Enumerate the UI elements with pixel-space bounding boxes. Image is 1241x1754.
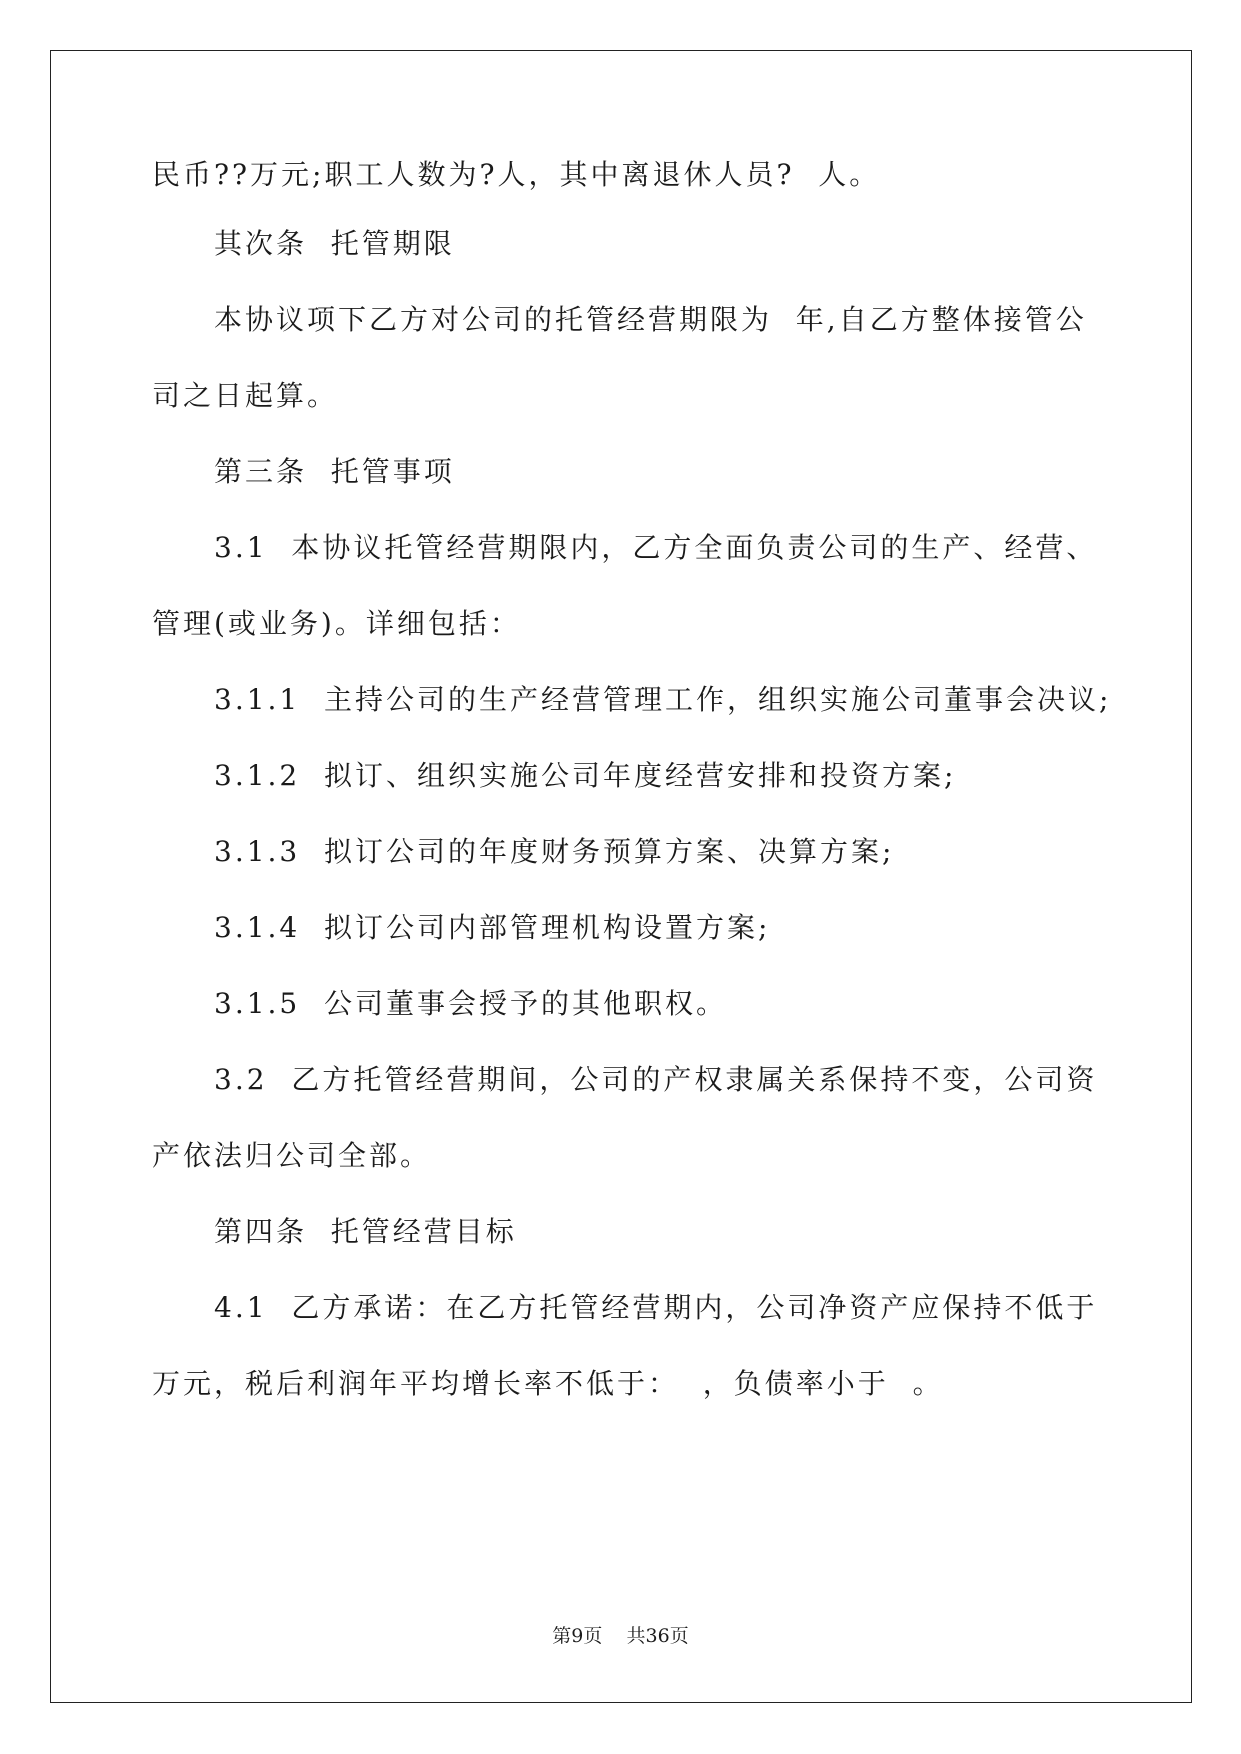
text-line: 3.1 本协议托管经营期限内，乙方全面负责公司的生产、经营、 (214, 531, 1098, 564)
text-line: 万元，税后利润年平均增长率不低于： ，负债率小于 。 (152, 1367, 944, 1400)
text-line: 3.1.5 公司董事会授予的其他职权。 (214, 987, 728, 1020)
page-border (50, 50, 1192, 1703)
text-line: 本协议项下乙方对公司的托管经营期限为 年,自乙方整体接管公 (214, 303, 1087, 336)
section-heading: 其次条 托管期限 (214, 227, 455, 260)
text-line: 3.1.4 拟订公司内部管理机构设置方案; (214, 911, 771, 944)
text-line: 3.1.3 拟订公司的年度财务预算方案、决算方案; (214, 835, 895, 868)
section-heading: 第三条 托管事项 (214, 455, 455, 488)
section-heading: 第四条 托管经营目标 (214, 1215, 517, 1248)
text-line: 民币??万元;职工人数为?人，其中离退休人员? 人。 (152, 158, 881, 191)
text-line: 3.2 乙方托管经营期间，公司的产权隶属关系保持不变，公司资 (214, 1063, 1098, 1096)
text-line: 司之日起算。 (152, 379, 339, 412)
text-line: 3.1.2 拟订、组织实施公司年度经营安排和投资方案; (214, 759, 957, 792)
text-line: 管理(或业务)。详细包括： (152, 607, 521, 640)
text-line: 4.1 乙方承诺：在乙方托管经营期内，公司净资产应保持不低于 (214, 1291, 1098, 1324)
text-line: 产依法归公司全部。 (152, 1139, 432, 1172)
text-line: 3.1.1 主持公司的生产经营管理工作，组织实施公司董事会决议; (214, 683, 1112, 716)
page-number: 第9页 共36页 (552, 1625, 689, 1647)
